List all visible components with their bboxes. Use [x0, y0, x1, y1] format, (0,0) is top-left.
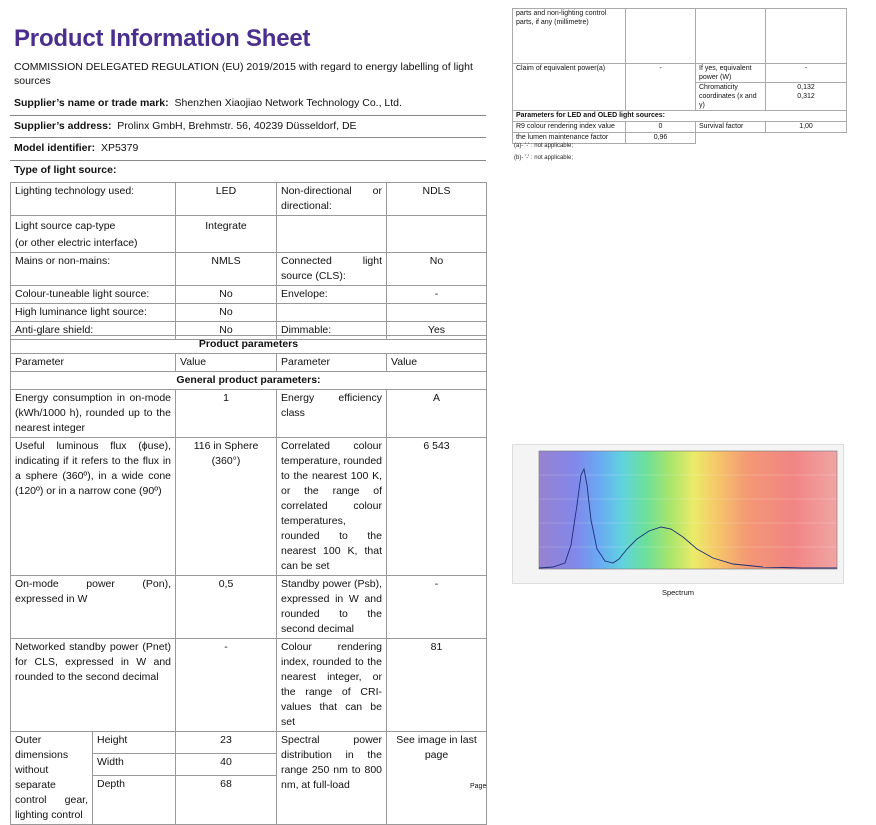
table-row	[513, 9, 847, 64]
cap-type-label: Light source cap-type	[15, 220, 116, 232]
footnote-a: (a)- '-' : not applicable;	[514, 143, 573, 149]
divider	[10, 137, 486, 138]
column-header: Parameter	[11, 354, 176, 372]
type-row	[14, 164, 116, 176]
cell-value: -	[766, 64, 847, 83]
height-label: Height	[93, 732, 176, 754]
cell-value: No	[176, 322, 277, 340]
cell-label: Mains or non-mains:	[11, 253, 176, 286]
cell-label: High luminance light source:	[11, 304, 176, 322]
height-value: 23	[176, 732, 277, 754]
divider	[10, 160, 486, 161]
dimensions-label: Outer dimensions without separate control gear, lighting control	[11, 732, 93, 825]
cell-value: 0,96	[626, 133, 696, 144]
cell-label: Networked standby power (Pnet) for CLS, expressed in W and rounded to the second decimal	[11, 639, 176, 732]
cell-label: Connected light source (CLS):	[277, 253, 387, 286]
table-row	[513, 122, 847, 133]
cell-value: 1,00	[766, 122, 847, 133]
cell-label: Spectral power distribution in the range 250 nm to 800 nm, at full-load	[277, 732, 387, 825]
led-section-title: Parameters for LED and OLED light sources:	[513, 111, 847, 122]
table-row	[513, 133, 847, 144]
cell-label: Survival factor	[696, 122, 766, 133]
table-row	[11, 216, 487, 253]
product-parameters-table	[10, 335, 487, 825]
light-source-type-table	[10, 182, 487, 340]
table-row	[11, 253, 487, 286]
type-label: Type of light source:	[14, 164, 117, 176]
cell-label: Anti-glare shield:	[11, 322, 176, 340]
cell-value: NDLS	[387, 183, 487, 216]
supplier-address-label: Supplier’s address:	[14, 120, 112, 132]
cell-label: Useful luminous flux (ϕuse), indicating if it refers to the flux in a sphere (360º), in a wide cone (120º) or in a narrow cone (90º)	[11, 438, 176, 576]
cell-value	[387, 216, 487, 253]
spectrum-caption: Spectrum	[661, 588, 695, 597]
table-section-header	[513, 111, 847, 122]
supplier-address-row	[14, 120, 357, 132]
chroma-y: 0,312	[797, 93, 815, 100]
column-header: Value	[387, 354, 487, 372]
cell-value: No	[387, 253, 487, 286]
chroma-x: 0,132	[797, 84, 815, 91]
table-row	[11, 183, 487, 216]
cell-label: On-mode power (Pon), expressed in W	[11, 576, 176, 639]
cell-value: No	[176, 304, 277, 322]
cell-label: the lumen maintenance factor	[513, 133, 626, 144]
cell-value: 0	[626, 122, 696, 133]
column-header: Value	[176, 354, 277, 372]
table-row	[11, 286, 487, 304]
supplier-name-label: Supplier’s name or trade mark:	[14, 97, 169, 109]
cell-value: -	[626, 64, 696, 111]
cell-label	[277, 304, 387, 322]
continuation-table	[512, 8, 847, 144]
cell-value: -	[176, 639, 277, 732]
cell-value: See image in last page	[387, 732, 487, 825]
width-label: Width	[93, 754, 176, 776]
spectrum-graphic	[513, 445, 845, 585]
width-value: 40	[176, 754, 277, 776]
cell-value: -	[387, 576, 487, 639]
cell-label: If yes, equivalent power (W)	[696, 64, 766, 83]
depth-label: Depth	[93, 776, 176, 825]
general-title: General product parameters:	[11, 372, 487, 390]
table-row	[11, 438, 487, 576]
divider	[10, 115, 486, 116]
cell-value: 0,5	[176, 576, 277, 639]
cell-label	[696, 133, 766, 144]
footnote-b: (b)- '-' : not applicable;	[514, 155, 573, 161]
cell-label: Claim of equivalent power(a)	[513, 64, 626, 111]
cell-label: Dimmable:	[277, 322, 387, 340]
page-title: Product Information Sheet	[14, 25, 311, 52]
table-row	[11, 732, 487, 754]
cell-value	[766, 9, 847, 64]
cell-value: LED	[176, 183, 277, 216]
cell-value: No	[176, 286, 277, 304]
cell-value: 116 in Sphere (360°)	[176, 438, 277, 576]
page-footer: Page	[470, 783, 487, 790]
product-information-sheet	[10, 0, 486, 821]
cell-value: Integrate	[176, 216, 277, 253]
cell-value: -	[387, 286, 487, 304]
table-section-header	[11, 336, 487, 354]
cell-value	[626, 9, 696, 64]
cap-type-sublabel: (or other electric interface)	[15, 237, 138, 249]
cell-label: Standby power (Psb), expressed in W and rounded to the second decimal	[277, 576, 387, 639]
table-row	[11, 304, 487, 322]
model-label: Model identifier:	[14, 142, 96, 154]
supplier-address: Prolinx GmbH, Brehmstr. 56, 40239 Düsseldorf, DE	[117, 120, 357, 132]
cell-label: R9 colour rendering index value	[513, 122, 626, 133]
cell-value: 6 543	[387, 438, 487, 576]
cell-value	[766, 83, 847, 111]
section-title: Product parameters	[11, 336, 487, 354]
cell-value: 81	[387, 639, 487, 732]
cell-label: Chromaticity coordinates (x and y)	[696, 83, 766, 111]
table-section-header	[11, 372, 487, 390]
table-row	[11, 390, 487, 438]
supplier-name: Shenzhen Xiaojiao Network Technology Co., Ltd.	[174, 97, 402, 109]
cell-label	[696, 9, 766, 64]
cell-value: NMLS	[176, 253, 277, 286]
cell-label: Energy consumption in on-mode (kWh/1000 h), rounded up to the nearest integer	[11, 390, 176, 438]
cell-label: Envelope:	[277, 286, 387, 304]
cell-value: A	[387, 390, 487, 438]
cell-label	[11, 216, 176, 253]
cell-value	[387, 304, 487, 322]
table-row	[513, 64, 847, 83]
table-row	[11, 639, 487, 732]
table-header-row	[11, 354, 487, 372]
depth-value: 68	[176, 776, 277, 825]
table-row	[11, 576, 487, 639]
cell-label: Correlated colour temperature, rounded to the nearest 100 K, or the range of correlated colour temperatures, rounded to the nearest 100 K, that can be set	[277, 438, 387, 576]
model-identifier: XP5379	[100, 142, 139, 154]
cell-value: 1	[176, 390, 277, 438]
cell-label: Energy efficiency class	[277, 390, 387, 438]
cell-label	[277, 216, 387, 253]
cell-label: Colour-tuneable light source:	[11, 286, 176, 304]
spectrum-image	[512, 444, 844, 584]
cell-value: Yes	[387, 322, 487, 340]
column-header: Parameter	[277, 354, 387, 372]
cell-label: parts and non-lighting control parts, if any (millimetre)	[513, 9, 626, 64]
cell-value	[766, 133, 847, 144]
supplier-name-row	[14, 97, 402, 109]
regulation-text: COMMISSION DELEGATED REGULATION (EU) 2019/2015 with regard to energy labelling of light sources	[14, 61, 473, 87]
model-row	[14, 142, 138, 154]
cell-label: Colour rendering index, rounded to the nearest integer, or the range of CRI-values that can be set	[277, 639, 387, 732]
cell-label: Non-directional or directional:	[277, 183, 387, 216]
cell-label: Lighting technology used:	[11, 183, 176, 216]
